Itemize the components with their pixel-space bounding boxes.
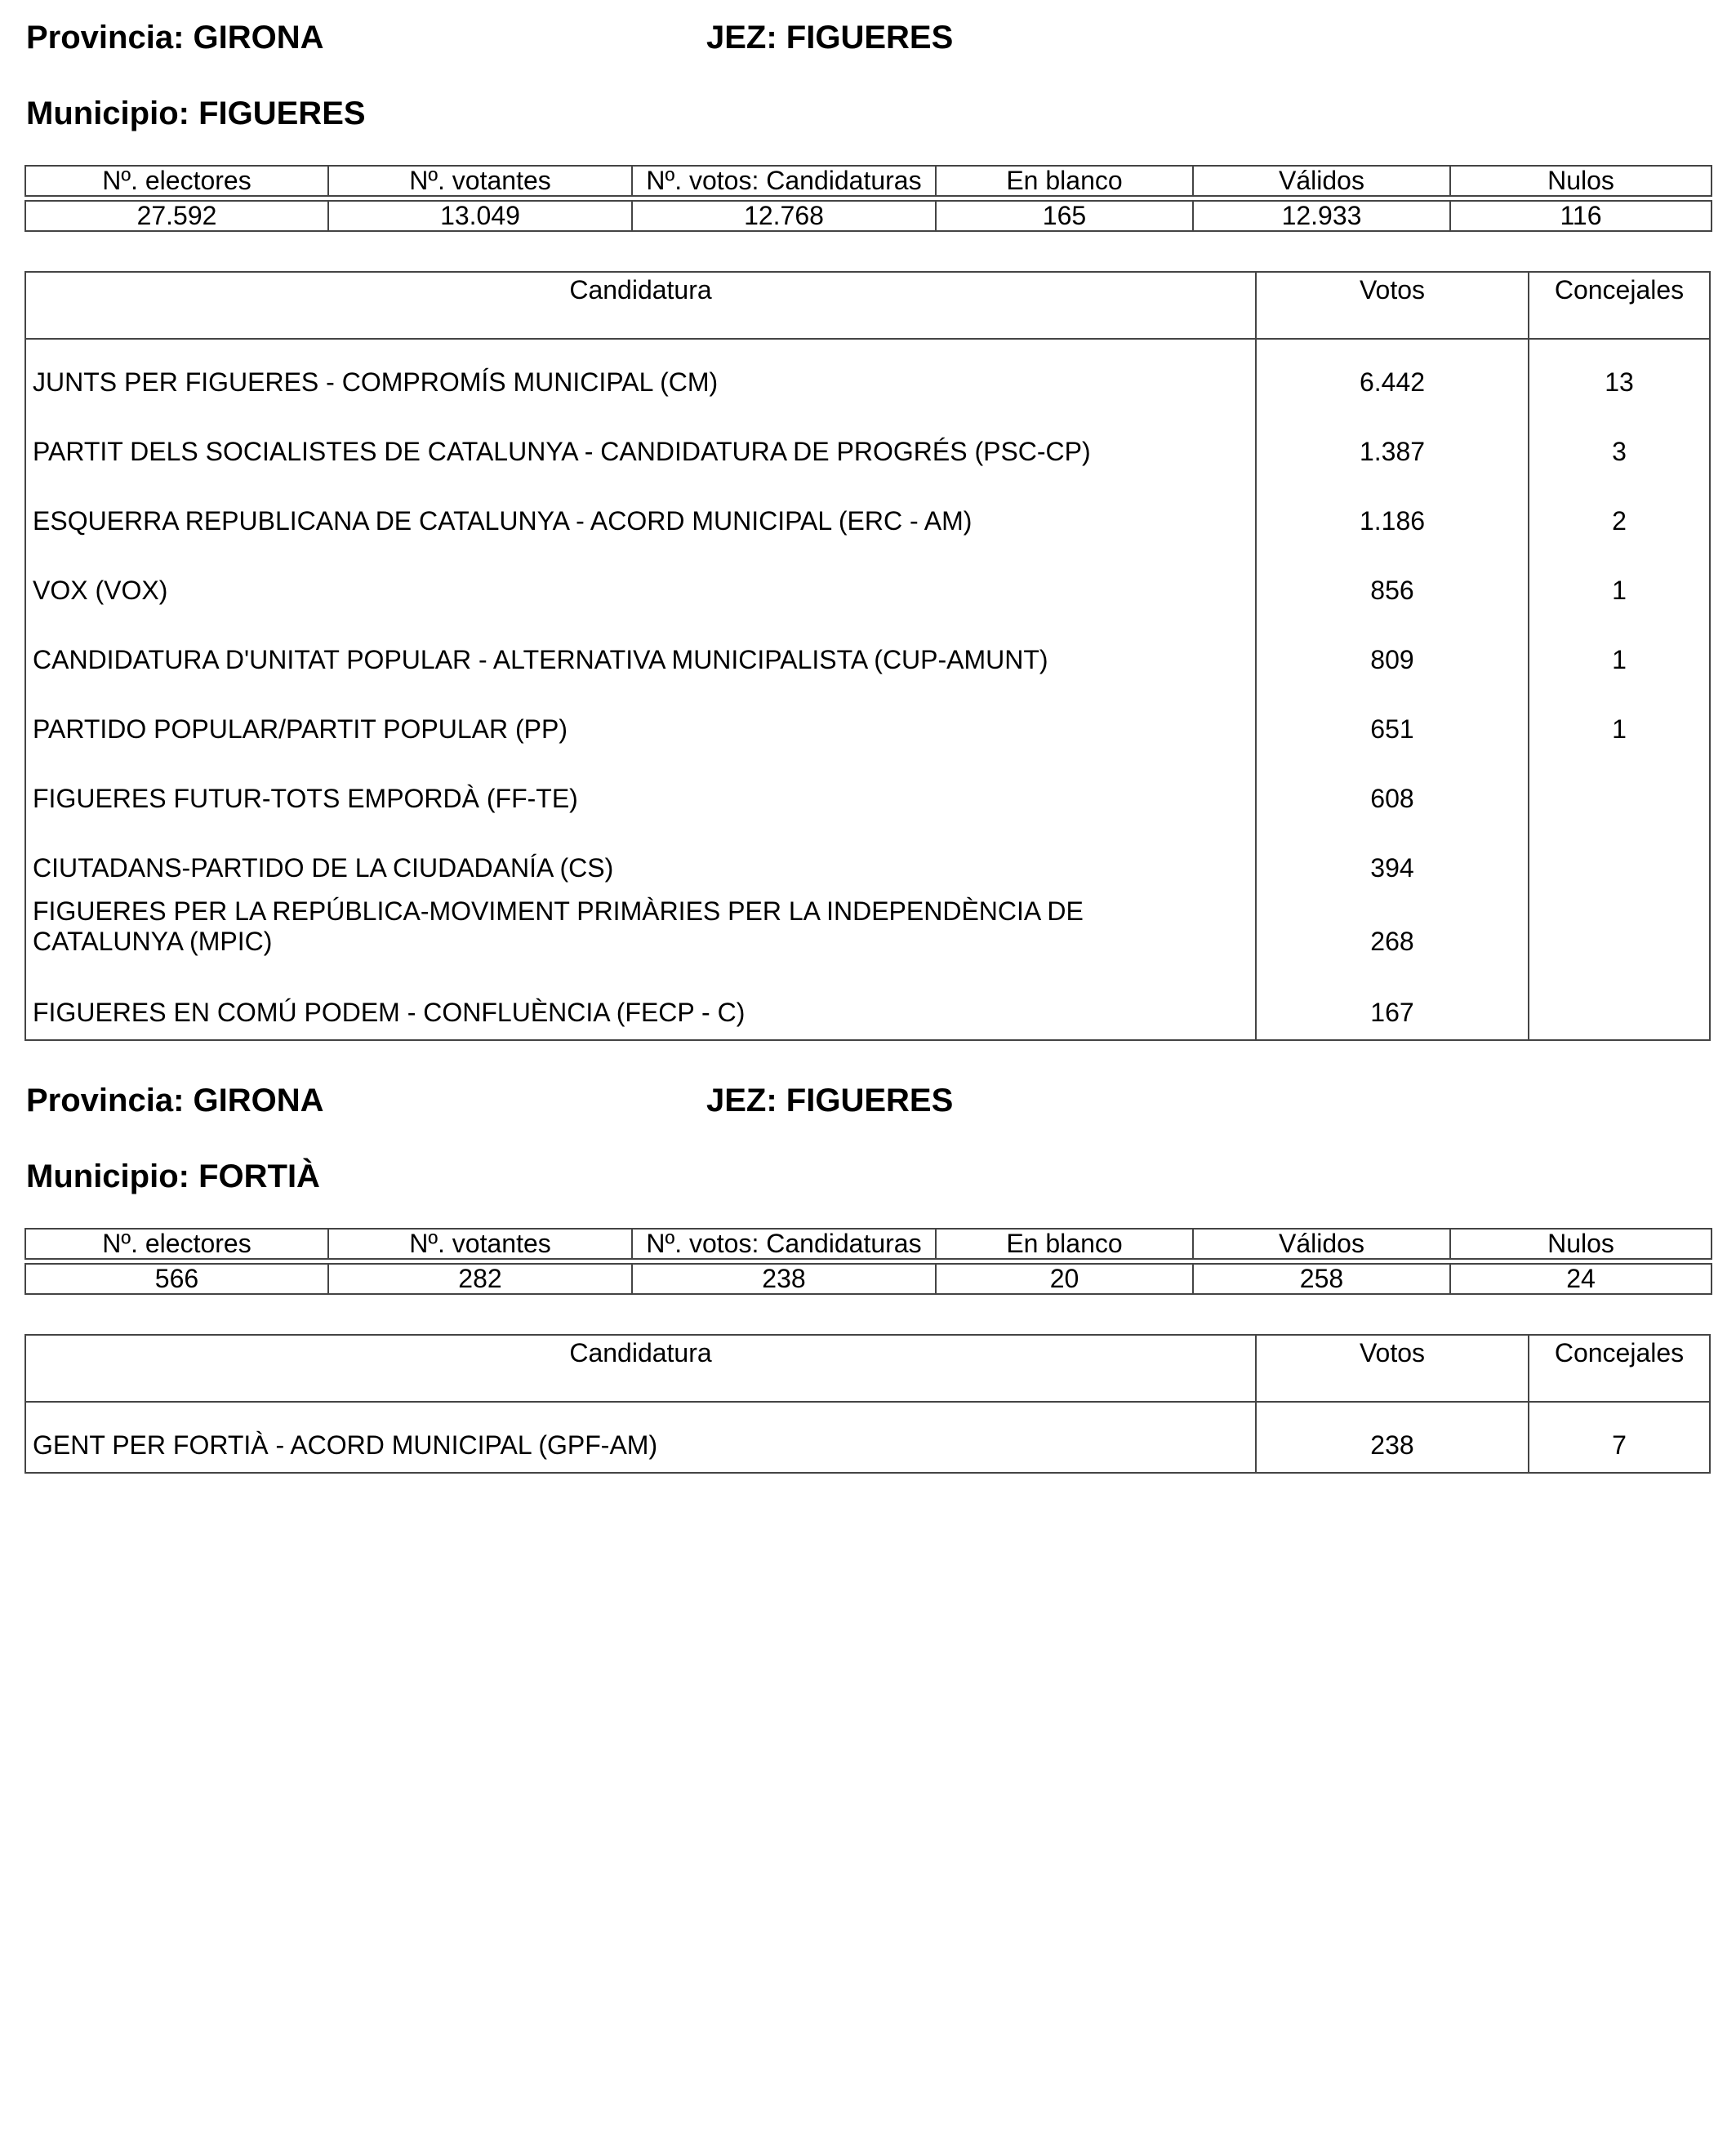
candidate-name: JUNTS PER FIGUERES - COMPROMÍS MUNICIPAL (CM): [26, 340, 1257, 409]
jez-label: JEZ: FIGUERES: [706, 1083, 954, 1118]
header-votantes: Nº. votantes: [328, 1229, 632, 1259]
header-validos: Válidos: [1193, 166, 1450, 196]
summary-table: [24, 165, 1712, 197]
candidate-votos: 167: [1257, 970, 1529, 1039]
table-row: [26, 825, 1709, 895]
candidate-votos: 1.186: [1257, 478, 1529, 548]
summary-table: [24, 1228, 1712, 1260]
candidate-name: PARTIT DELS SOCIALISTES DE CATALUNYA - CANDIDATURA DE PROGRÉS (PSC-CP): [26, 409, 1257, 478]
value-en-blanco: 165: [936, 201, 1193, 231]
candidate-votos: 856: [1257, 548, 1529, 617]
summary-value-row: [25, 201, 1712, 231]
candidate-name: FIGUERES PER LA REPÚBLICA-MOVIMENT PRIMÀRIES PER LA INDEPENDÈNCIA DE CATALUNYA (MPIC): [26, 895, 1257, 970]
header-validos: Válidos: [1193, 1229, 1450, 1259]
candidate-name: GENT PER FORTIÀ - ACORD MUNICIPAL (GPF-AM): [26, 1403, 1257, 1472]
candidate-name: VOX (VOX): [26, 548, 1257, 617]
header-nulos: Nulos: [1450, 166, 1712, 196]
candidate-votos: 394: [1257, 825, 1529, 895]
candidate-concejales: [1529, 970, 1709, 1039]
candidate-votos: 809: [1257, 617, 1529, 687]
header-concejales: Concejales: [1554, 1338, 1685, 1367]
candidate-concejales: 2: [1612, 506, 1627, 536]
candidate-concejales: 1: [1612, 576, 1627, 605]
candidate-name: ESQUERRA REPUBLICANA DE CATALUNYA - ACORD MUNICIPAL (ERC - AM): [26, 478, 1257, 548]
value-votos-candidaturas: 12.768: [632, 201, 936, 231]
header-en-blanco: En blanco: [936, 166, 1193, 196]
table-row: [26, 340, 1709, 409]
table-row: [26, 687, 1709, 756]
candidate-name: FIGUERES FUTUR-TOTS EMPORDÀ (FF-TE): [26, 756, 1257, 825]
candidate-votos: 651: [1257, 687, 1529, 756]
table-row: [26, 617, 1709, 687]
value-validos: 12.933: [1193, 201, 1450, 231]
table-row: [26, 895, 1709, 970]
header-electores: Nº. electores: [25, 166, 328, 196]
candidate-votos: 268: [1257, 895, 1529, 970]
value-votantes: 13.049: [328, 201, 632, 231]
summary-values-table: [24, 1263, 1712, 1295]
value-nulos: 116: [1450, 201, 1712, 231]
header-candidatura: Candidatura: [26, 1336, 1257, 1401]
municipio-label: Municipio: FIGUERES: [26, 96, 366, 131]
table-row: [26, 409, 1709, 478]
candidate-concejales: 7: [1612, 1430, 1627, 1460]
header-votos-candidaturas: Nº. votos: Candidaturas: [632, 166, 936, 196]
summary-header-row: [25, 166, 1712, 196]
table-row: [26, 478, 1709, 548]
header-votantes: Nº. votantes: [328, 166, 632, 196]
candidate-votos: 1.387: [1257, 409, 1529, 478]
municipio-label: Municipio: FORTIÀ: [26, 1158, 320, 1194]
value-electores: 27.592: [25, 201, 328, 231]
candidate-votos: 238: [1257, 1403, 1529, 1472]
value-nulos: 24: [1450, 1264, 1712, 1294]
candidate-votos: 6.442: [1257, 340, 1529, 409]
header-nulos: Nulos: [1450, 1229, 1712, 1259]
summary-values-table: [24, 200, 1712, 232]
jez-label: JEZ: FIGUERES: [706, 20, 954, 56]
table-row: [26, 756, 1709, 825]
table-row: [26, 548, 1709, 617]
header-candidatura: Candidatura: [26, 273, 1257, 338]
value-electores: 566: [25, 1264, 328, 1294]
candidates-table: [24, 271, 1711, 1041]
value-votos-candidaturas: 238: [632, 1264, 936, 1294]
header-electores: Nº. electores: [25, 1229, 328, 1259]
candidates-header-row: [26, 1336, 1709, 1403]
header-votos: Votos: [1257, 273, 1529, 338]
summary-value-row: [25, 1264, 1712, 1294]
candidate-name: CANDIDATURA D'UNITAT POPULAR - ALTERNATIVA MUNICIPALISTA (CUP-AMUNT): [26, 617, 1257, 687]
candidates-header-row: [26, 273, 1709, 340]
provincia-label: Provincia: GIRONA: [26, 1083, 324, 1118]
header-votos: Votos: [1257, 1336, 1529, 1401]
summary-header-row: [25, 1229, 1712, 1259]
candidate-concejales: [1529, 825, 1709, 895]
candidate-name: FIGUERES EN COMÚ PODEM - CONFLUÈNCIA (FECP - C): [26, 970, 1257, 1039]
value-validos: 258: [1193, 1264, 1450, 1294]
candidate-votos: 608: [1257, 756, 1529, 825]
table-row: [26, 1403, 1709, 1472]
candidate-name: PARTIDO POPULAR/PARTIT POPULAR (PP): [26, 687, 1257, 756]
table-row: [26, 970, 1709, 1039]
candidates-table: [24, 1334, 1711, 1474]
candidate-concejales: 1: [1612, 645, 1627, 674]
candidate-concejales: [1529, 895, 1709, 970]
provincia-label: Provincia: GIRONA: [26, 20, 324, 56]
candidate-concejales: 3: [1612, 437, 1627, 466]
header-concejales: Concejales: [1554, 275, 1685, 305]
value-en-blanco: 20: [936, 1264, 1193, 1294]
header-en-blanco: En blanco: [936, 1229, 1193, 1259]
candidate-concejales: [1529, 756, 1709, 825]
candidate-concejales: 1: [1612, 714, 1627, 744]
candidate-name: CIUTADANS-PARTIDO DE LA CIUDADANÍA (CS): [26, 825, 1257, 895]
candidate-concejales: 13: [1605, 367, 1634, 397]
value-votantes: 282: [328, 1264, 632, 1294]
header-votos-candidaturas: Nº. votos: Candidaturas: [632, 1229, 936, 1259]
